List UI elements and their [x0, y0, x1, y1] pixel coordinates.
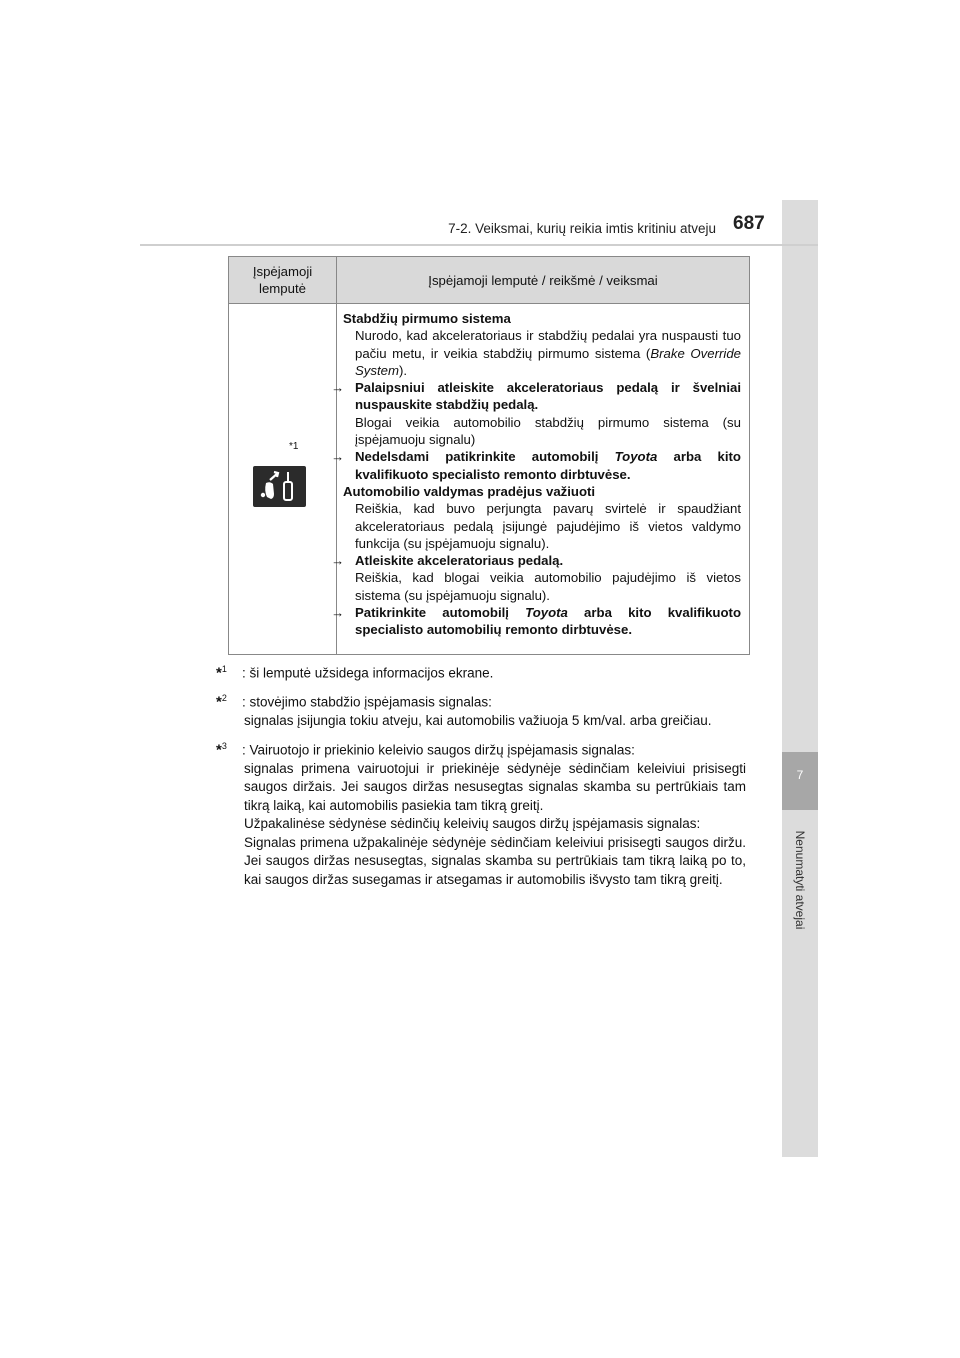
brake-override-warning-icon: [253, 466, 306, 507]
side-strip: [782, 200, 818, 1157]
paragraph: Blogai veikia automobilio stabdžių pirmumo sistema (su įspėjamuoju signalu): [355, 414, 741, 448]
action-text: Nedelsdami patikrinkite automobilį: [355, 449, 615, 465]
action-text: Patikrinkite automobilį: [355, 605, 526, 621]
paragraph: Reiškia, kad buvo perjungta pavarų svirtelė ir spaudžiant akceleratoriaus pedalą įsijungė pajudėjimo iš vietos valdymo funkcija (su įspėjamuoju signalu).: [355, 501, 741, 551]
footnote-mark: *$^1$: [216, 664, 227, 682]
col-header-description: Įspėjamoji lemputė / reikšmė / veiksmai: [337, 257, 750, 304]
footnote-body: signalas įsijungia tokiu atveju, kai automobilis važiuoja 5 km/val. arba greičiau.: [244, 713, 712, 728]
footnote-1: [216, 660, 746, 683]
paragraph-text: ).: [398, 362, 408, 378]
icon-cell: [229, 304, 337, 655]
action-item: [331, 552, 741, 569]
footnote-body: Signalas primena užpakalinėje sėdynėje sėdinčiam keleiviui prisisegti saugos diržu. Jei saugos diržas nesusegtas, signalas skamba su pertrūkiais tam tikrą laiką po to, kai saugos diržas susegamas ir atsegamas ir automobilis išvysto tam tikrą greitį.: [244, 834, 746, 887]
action-italic: Toyota: [614, 449, 658, 465]
action-item: [331, 379, 741, 414]
footnote-mark: *$^3$: [216, 740, 227, 758]
footnote-text: : Vairuotojo ir priekinio keleivio saugos diržų įspėjamasis signalas:: [242, 742, 635, 757]
page-number: 687: [733, 213, 765, 234]
warning-lights-table: [228, 256, 750, 655]
arrow-icon: →: [331, 449, 345, 465]
footnotes: [216, 660, 746, 895]
footnote-text: : stovėjimo stabdžio įspėjamasis signalas:: [242, 694, 492, 710]
action-text: arba kito kvalifikuoto specialisto remonto dirbtuvėse.: [355, 449, 741, 482]
footnote-body: Užpakalinėse sėdynėse sėdinčių keleivių saugos diržų įspėjamasis signalas:: [244, 816, 701, 831]
description-cell: [331, 304, 750, 655]
footnote-text: : ši lemputė užsidega informacijos ekrane.: [242, 665, 494, 681]
arrow-icon: →: [331, 553, 345, 569]
table-row: [229, 304, 750, 655]
arrow-icon: →: [331, 380, 345, 396]
paragraph: [343, 327, 741, 379]
arrow-icon: →: [331, 605, 345, 621]
col-header-lamp: Įspėjamoji lemputė: [229, 257, 337, 304]
table-header-row: [229, 257, 750, 304]
paragraph-text: Nurodo, kad akceleratoriaus ir stabdžių pedalai yra nuspausti tuo pačiu metu, ir veikia stabdžių pirmumo sistema (: [355, 328, 741, 361]
chapter-number: 7: [796, 768, 804, 782]
footnote-ref: *1: [289, 441, 299, 452]
action-item: [331, 604, 741, 639]
header-rule: [140, 244, 818, 246]
footnote-3: [216, 737, 746, 890]
paragraph: Reiškia, kad blogai veikia automobilio pajudėjimo iš vietos sistema (su įspėjamuoju signalu).: [355, 570, 741, 603]
action-text: arba kito kvalifikuoto specialisto automobilių remonto dirbtuvėse.: [355, 605, 741, 638]
chapter-label: Nenumatyti atvejai: [793, 830, 807, 930]
footnote-2: [216, 689, 746, 731]
heading-brake-override: Stabdžių pirmumo sistema: [343, 311, 511, 326]
heading-drive-start: Automobilio valdymas pradėjus važiuoti: [343, 483, 596, 499]
footnote-mark: *$^2$: [216, 693, 227, 711]
action-italic: Toyota: [525, 605, 568, 621]
action-text: Atleiskite akceleratoriaus pedalą.: [355, 553, 564, 569]
action-text: Palaipsniui atleiskite akceleratoriaus pedalą ir švelniai nuspauskite stabdžių pedalą.: [355, 380, 741, 413]
paragraph-italic: Brake Override System: [355, 345, 741, 378]
footnote-body: signalas primena vairuotojui ir priekinėje sėdynėje sėdinčiam keleiviui prisisegti saugos diržais. Jei saugos diržas nesusegtas signalas skamba su pertrūkiais tam tikrą laiką, kai automobilis pasiekia tam tikrą greitį.: [244, 760, 746, 813]
action-item: [331, 448, 741, 483]
section-title: 7-2. Veiksmai, kurių reikia imtis kritiniu atveju: [448, 221, 716, 236]
